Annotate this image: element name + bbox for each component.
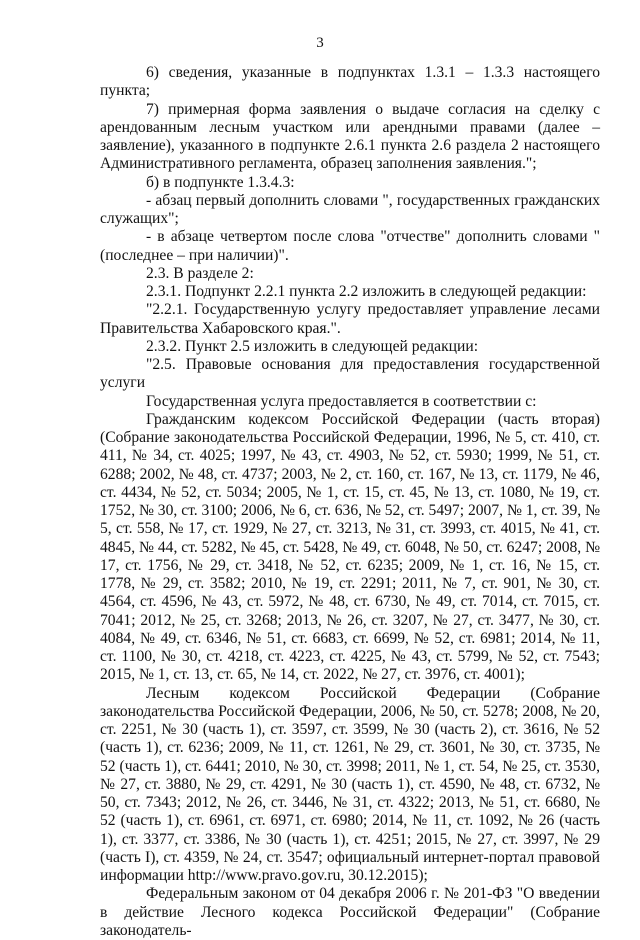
paragraph-2-5-heading: "2.5. Правовые основания для предоставления государственной услуги (100, 356, 600, 392)
paragraph-item-7: 7) примерная форма заявления о выдаче согласия на сделку с арендованным лесным участком или арендными правами (далее – заявление), указанного в подпункте 2.6.1 пункта 2.6 раздела 2 настоящего Административного регламента, образец заполнения заявления."; (100, 100, 600, 173)
paragraph-2-3-1: 2.3.1. Подпункт 2.2.1 пункта 2.2 изложить в следующей редакции: (146, 283, 587, 300)
page-number: 3 (316, 35, 324, 51)
paragraph-dash-first: - абзац первый дополнить словами ", государственных гражданских служащих"; (100, 191, 600, 227)
paragraph-item-6: 6) сведения, указанные в подпунктах 1.3.1 – 1.3.3 настоящего пункта; (100, 64, 600, 100)
paragraph-dash-fourth: - в абзаце четвертом после слова "отчестве" дополнить словами "(последнее – при наличии)". (100, 228, 600, 264)
document-body (100, 64, 600, 940)
paragraph-intro: Государственная услуга предоставляется в соответствии с: (146, 392, 537, 410)
paragraph-2-3-2: 2.3.2. Пункт 2.5 изложить в следующей редакции: (146, 337, 479, 355)
paragraph-subpoint-1-3-4-3: б) в подпункте 1.3.4.3: (146, 173, 295, 191)
paragraph-civil-code: Гражданским кодексом Российской Федерации (часть вторая) (Собрание законодательства Российской Федерации, 1996, № 5, ст. 410, ст. 411, № 34, ст. 4025; 1997, № 43, ст. 4903, № 52, ст. 5930; 1999, № 51, ст. 6288; 2002, № 48, ст. 4737; 2003, № 2, ст. 160, ст. 167, № 13, ст. 1179, № 46, ст. 4434, № 52, ст. 5034; 2005, № 1, ст. 15, ст. 45, № 13, ст. 1080, № 19, ст. 1752, № 30, ст. 3100; 2006, № 6, ст. 636, № 52, ст. 5497; 2007, № 1, ст. 39, № 5, ст. 558, № 17, ст. 1929, № 27, ст. 3213, № 31, ст. 3993, ст. 4015, № 41, ст. 4845, № 44, ст. 5282, № 45, ст. 5428, № 49, ст. 6048, № 50, ст. 6247; 2008, № 17, ст. 1756, № 29, ст. 3418, № 52, ст. 6235; 2009, № 1, ст. 16, № 15, ст. 1778, № 29, ст. 3582; 2010, № 19, ст. 2291; 2011, № 7, ст. 901, № 30, ст. 4564, ст. 4596, № 43, ст. 5972, № 48, ст. 6730, № 49, ст. 7014, ст. 7015, ст. 7041; 2012, № 25, ст. 3268; 2013, № 26, ст. 3207, № 27, ст. 3477, № 30, ст. 4084, № 49, ст. 6346, № 51, ст. 6683, ст. 6699, № 52, ст. 6981; 2014, № 11, ст. 1100, № 30, ст. 4218, ст. 4223, ст. 4225, № 43, ст. 5799, № 52, ст. 7543; 2015, № 1, ст. 13, ст. 65, № 14, ст. 2022, № 27, ст. 3976, ст. 4001); (100, 410, 600, 684)
paragraph-2-2-1: "2.2.1. Государственную услугу предоставляет управление лесами Правительства Хабаровского края.". (100, 301, 600, 337)
paragraph-forest-code: Лесным кодексом Российской Федерации (Собрание законодательства Российской Федерации, 2006, № 50, ст. 5278; 2008, № 20, ст. 2251, № 30 (часть 1), ст. 3597, ст. 3599, № 30 (часть 2), ст. 3616, № 52 (часть 1), ст. 6236; 2009, № 11, ст. 1261, № 29, ст. 3601, № 30, ст. 3735, № 52 (часть 1), ст. 6441; 2010, № 30, ст. 3998; 2011, № 1, ст. 54, № 25, ст. 3530, № 27, ст. 3880, № 29, ст. 4291, № 30 (часть 1), ст. 4590, № 48, ст. 6732, № 50, ст. 7343; 2012, № 26, ст. 3446, № 31, ст. 4322; 2013, № 51, ст. 6680, № 52 (часть 1), ст. 6961, ст. 6971, ст. 6980; 2014, № 11, ст. 1092, № 26 (часть 1), ст. 3377, ст. 3386, № 30 (часть 1), ст. 4251; 2015, № 27, ст. 3997, № 29 (часть I), ст. 4359, № 24, ст. 3547; официальный интернет-портал правовой информации http://www.pravo.gov.ru, 30.12.2015); (100, 684, 600, 884)
paragraph-federal-law: Федеральным законом от 04 декабря 2006 г. № 201-ФЗ "О введении в действие Лесного кодекса Российской Федерации" (Собрание законодатель- (100, 885, 600, 939)
paragraph-section-2-3: 2.3. В разделе 2: (146, 264, 254, 282)
